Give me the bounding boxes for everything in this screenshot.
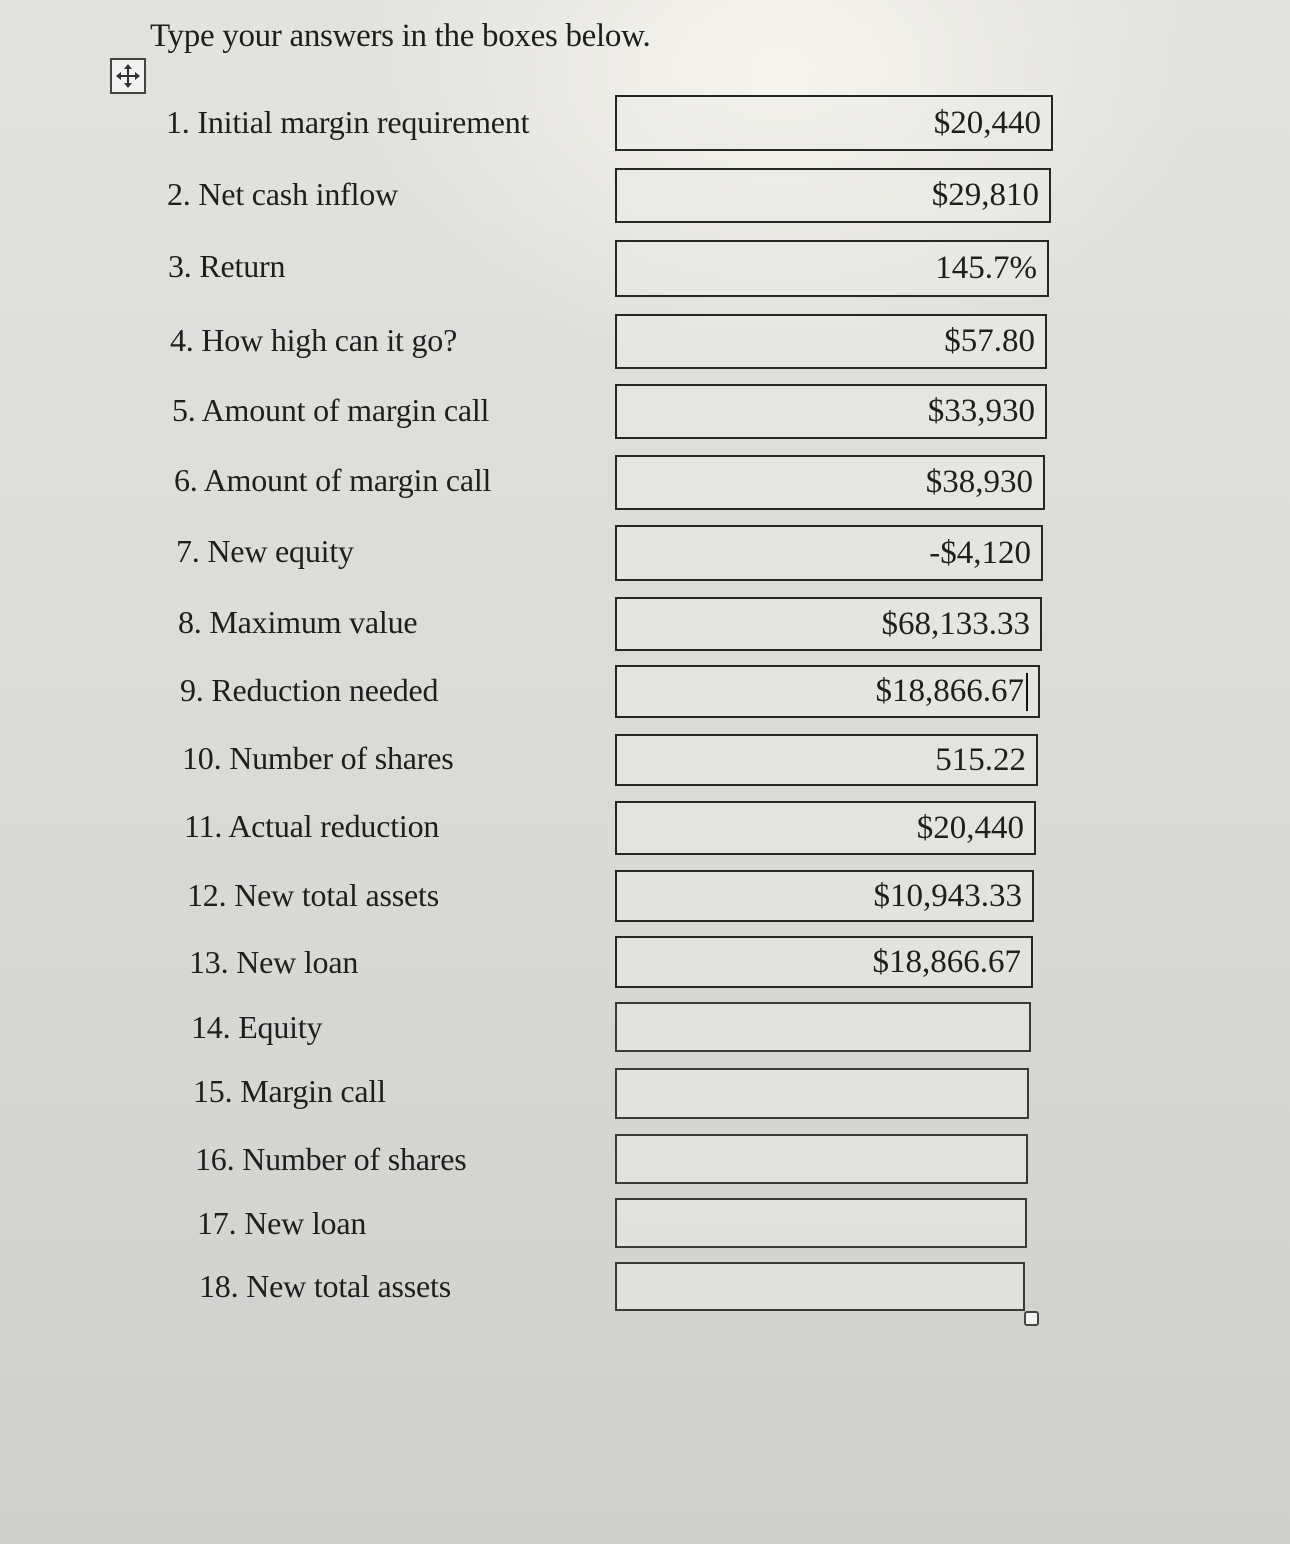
question-label-3: 3. Return bbox=[168, 248, 286, 284]
answer-field-1[interactable] bbox=[615, 95, 1053, 151]
answer-value-4: $57.80 bbox=[944, 323, 1035, 359]
answer-field-10[interactable] bbox=[615, 734, 1038, 786]
answer-value-9: $18,866.67 bbox=[875, 673, 1024, 709]
answer-field-18[interactable] bbox=[615, 1262, 1025, 1311]
answer-value-5: $33,930 bbox=[927, 393, 1035, 429]
question-label-14: 14. Equity bbox=[191, 1009, 323, 1045]
resize-handle-icon[interactable] bbox=[1024, 1311, 1039, 1326]
question-label-9: 9. Reduction needed bbox=[180, 672, 439, 708]
answer-field-9[interactable] bbox=[615, 665, 1040, 718]
question-label-6: 6. Amount of margin call bbox=[174, 462, 492, 498]
answer-value-7: -$4,120 bbox=[929, 534, 1031, 571]
answer-field-2[interactable] bbox=[615, 168, 1051, 223]
answer-value-8: $68,133.33 bbox=[881, 605, 1030, 642]
answer-value-13: $18,866.67 bbox=[872, 943, 1021, 980]
answer-value-12: $10,943.33 bbox=[873, 877, 1022, 914]
answer-field-12[interactable] bbox=[615, 870, 1034, 922]
answer-field-6[interactable] bbox=[615, 455, 1045, 510]
question-label-8: 8. Maximum value bbox=[178, 604, 418, 640]
answer-field-7[interactable] bbox=[615, 525, 1043, 581]
answer-value-3: 145.7% bbox=[935, 250, 1037, 286]
answer-field-15[interactable] bbox=[615, 1068, 1029, 1119]
text-caret bbox=[1026, 673, 1028, 711]
question-label-7: 7. New equity bbox=[176, 533, 354, 569]
question-label-1: 1. Initial margin requirement bbox=[166, 104, 530, 140]
question-label-15: 15. Margin call bbox=[193, 1073, 386, 1109]
answer-field-5[interactable] bbox=[615, 384, 1047, 439]
question-label-13: 13. New loan bbox=[189, 944, 359, 980]
instruction-text: Type your answers in the boxes below. bbox=[150, 18, 651, 54]
move-arrows-icon[interactable] bbox=[110, 58, 146, 94]
answer-value-11: $20,440 bbox=[916, 809, 1024, 846]
answer-field-11[interactable] bbox=[615, 801, 1036, 855]
question-label-12: 12. New total assets bbox=[187, 877, 439, 913]
question-label-18: 18. New total assets bbox=[199, 1268, 451, 1304]
question-label-16: 16. Number of shares bbox=[195, 1141, 467, 1177]
answer-field-3[interactable] bbox=[615, 240, 1049, 297]
answer-field-14[interactable] bbox=[615, 1002, 1031, 1052]
answer-field-4[interactable] bbox=[615, 314, 1047, 369]
question-label-10: 10. Number of shares bbox=[182, 740, 454, 776]
question-label-17: 17. New loan bbox=[197, 1205, 367, 1241]
answer-field-8[interactable] bbox=[615, 597, 1042, 651]
answer-value-6: $38,930 bbox=[925, 464, 1033, 500]
answer-field-13[interactable] bbox=[615, 936, 1033, 988]
answer-value-2: $29,810 bbox=[931, 177, 1039, 213]
answer-field-16[interactable] bbox=[615, 1134, 1028, 1184]
question-label-11: 11. Actual reduction bbox=[184, 808, 440, 844]
question-label-5: 5. Amount of margin call bbox=[172, 392, 490, 428]
question-label-4: 4. How high can it go? bbox=[170, 322, 458, 358]
answer-field-17[interactable] bbox=[615, 1198, 1027, 1248]
answer-value-10: 515.22 bbox=[935, 741, 1026, 778]
question-label-2: 2. Net cash inflow bbox=[167, 176, 399, 212]
answer-value-1: $20,440 bbox=[933, 104, 1041, 141]
